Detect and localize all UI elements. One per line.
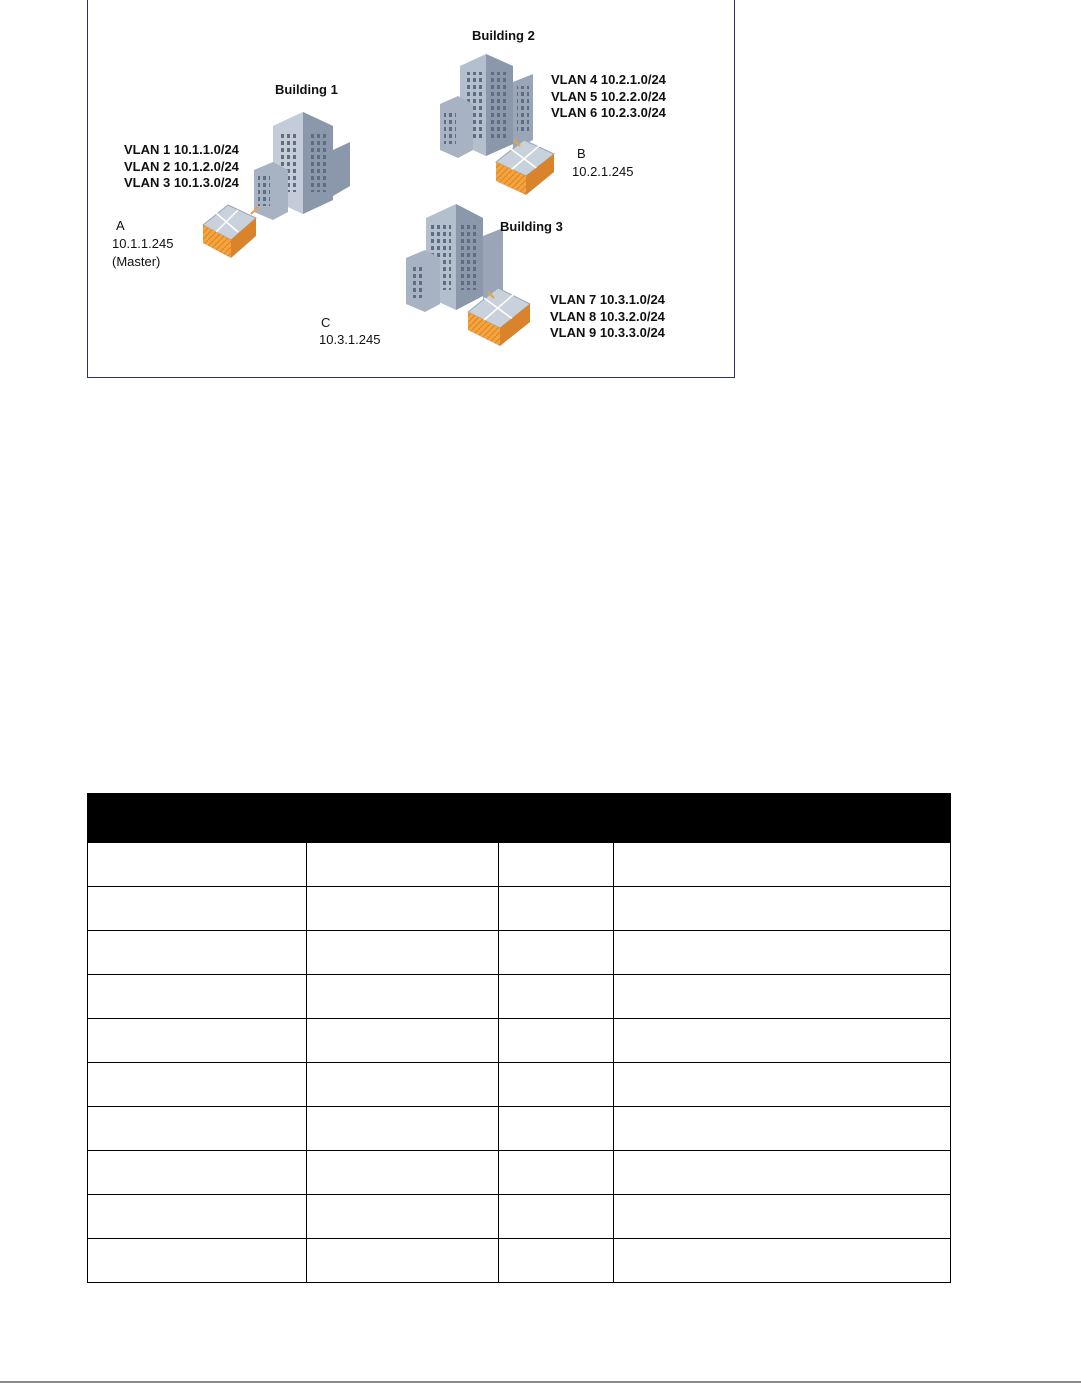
table-row — [88, 975, 951, 1019]
table-header-cell — [499, 794, 614, 843]
table-cell — [307, 843, 499, 887]
table-cell — [88, 1019, 307, 1063]
table-cell — [307, 1195, 499, 1239]
controller-a-ip: 10.1.1.245 — [112, 236, 174, 251]
controller-b-letter: B — [577, 146, 586, 161]
table-row — [88, 887, 951, 931]
controller-a-letter: A — [116, 218, 125, 233]
table-row — [88, 1107, 951, 1151]
table-cell — [499, 843, 614, 887]
table-cell — [88, 1107, 307, 1151]
table-cell — [499, 1107, 614, 1151]
table-body — [88, 843, 951, 1283]
controller-a-role: (Master) — [112, 254, 161, 269]
table-cell — [88, 975, 307, 1019]
vlan-table — [87, 793, 951, 1283]
building-1-vlan-3: VLAN 3 10.1.3.0/24 — [124, 175, 239, 190]
table-cell — [307, 1239, 499, 1283]
table-cell — [307, 1063, 499, 1107]
table-cell — [499, 975, 614, 1019]
table-cell — [88, 887, 307, 931]
table-cell — [614, 1151, 951, 1195]
building-3-vlan-7: VLAN 7 10.3.1.0/24 — [550, 292, 665, 307]
building-2-icon — [440, 54, 554, 195]
controller-c-ip: 10.3.1.245 — [319, 332, 381, 347]
table-header-cell — [88, 794, 307, 843]
table-row — [88, 1239, 951, 1283]
table-row — [88, 931, 951, 975]
table-cell — [499, 1239, 614, 1283]
table-row — [88, 1151, 951, 1195]
building-2-vlan-4: VLAN 4 10.2.1.0/24 — [551, 72, 666, 87]
table-cell — [307, 1107, 499, 1151]
table-cell — [499, 887, 614, 931]
building-2-vlan-5: VLAN 5 10.2.2.0/24 — [551, 88, 666, 104]
building-1-vlan-1: VLAN 1 10.1.1.0/24 — [124, 142, 239, 157]
table-row — [88, 843, 951, 887]
table-cell — [499, 1195, 614, 1239]
building-2-vlan-6: VLAN 6 10.2.3.0/24 — [551, 105, 666, 120]
table-cell — [614, 931, 951, 975]
table-cell — [614, 1239, 951, 1283]
table-cell — [614, 1019, 951, 1063]
table-cell — [614, 975, 951, 1019]
table-cell — [88, 931, 307, 975]
table-cell — [307, 931, 499, 975]
table-header-cell — [614, 794, 951, 843]
table-cell — [88, 843, 307, 887]
table-cell — [88, 1239, 307, 1283]
building-3-title: Building 3 — [500, 219, 563, 234]
table-cell — [614, 1063, 951, 1107]
building-3-vlan-9: VLAN 9 10.3.3.0/24 — [550, 325, 665, 340]
building-3-vlan-8: VLAN 8 10.3.2.0/24 — [550, 308, 665, 324]
table-cell — [499, 1151, 614, 1195]
table-cell — [614, 887, 951, 931]
table-cell — [499, 931, 614, 975]
controller-b-ip: 10.2.1.245 — [572, 164, 634, 179]
table-header-cell — [307, 794, 499, 843]
table-cell — [614, 1195, 951, 1239]
table-row — [88, 1063, 951, 1107]
building-1-vlan-2: VLAN 2 10.1.2.0/24 — [124, 158, 239, 174]
network-diagram — [87, 0, 735, 378]
table-cell — [614, 843, 951, 887]
table-cell — [88, 1195, 307, 1239]
table-cell — [307, 887, 499, 931]
table-cell — [307, 1019, 499, 1063]
table-cell — [88, 1063, 307, 1107]
table-cell — [499, 1063, 614, 1107]
controller-c-letter: C — [321, 315, 331, 330]
table-header-row — [88, 794, 951, 843]
table-cell — [499, 1019, 614, 1063]
table-cell — [307, 975, 499, 1019]
table-row — [88, 1195, 951, 1239]
building-1-title: Building 1 — [275, 82, 338, 97]
table-cell — [614, 1107, 951, 1151]
table-cell — [88, 1151, 307, 1195]
table-row — [88, 1019, 951, 1063]
building-2-title: Building 2 — [472, 28, 535, 43]
table-cell — [307, 1151, 499, 1195]
